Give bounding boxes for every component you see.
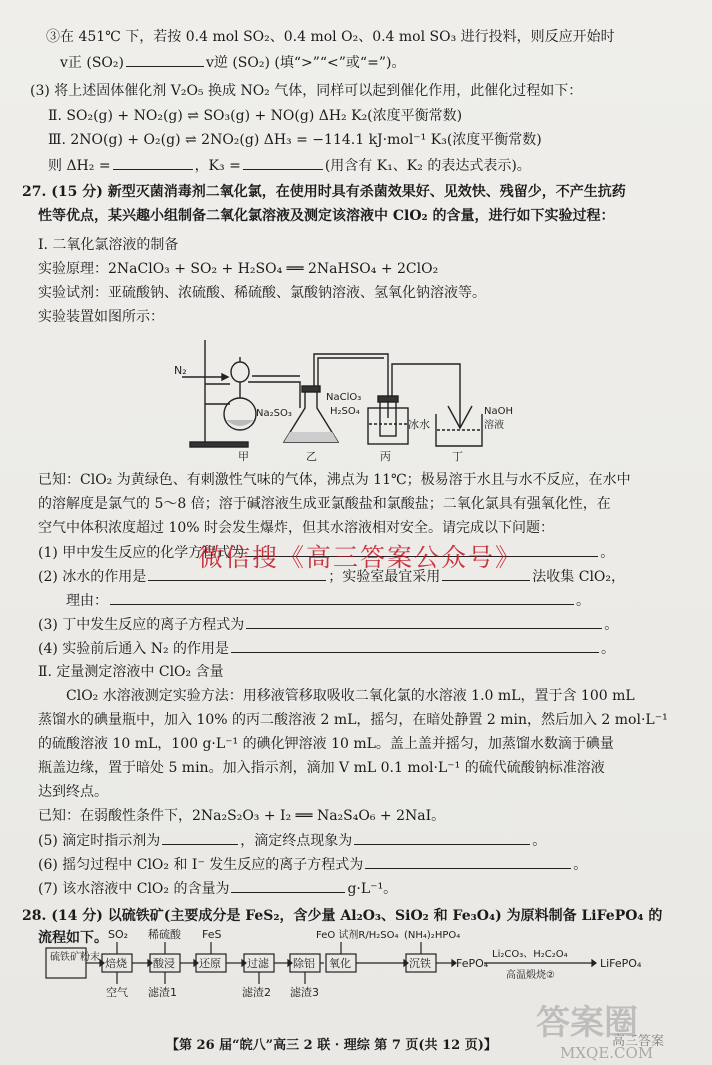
section-heading: Ⅰ. 二氧化氯溶液的制备 [38, 237, 179, 253]
naoh-solution-label: 溶液 [484, 420, 504, 431]
flow-product: LiFePO₄ [600, 957, 642, 970]
question-title: 27. (15 分) 新型灭菌消毒剂二氧化氯，在使用时具有杀菌效果好、见效快、残留少，不产生抗药 [22, 184, 626, 200]
corner-watermark-text: 高三答案 [612, 1034, 665, 1049]
method-line: 达到终点。 [38, 784, 108, 800]
ice-water-label: 冰水 [408, 418, 430, 431]
method-line: 的硫酸溶液 10 mL，100 g·L⁻¹ 的碘化钾溶液 10 mL。盖上盖并摇匀，加蒸馏水数滴于碘量 [38, 736, 614, 752]
flow-remove-al: 除铝 [293, 957, 315, 970]
corner-watermark-site: MXQE.COM [560, 1044, 654, 1062]
flow-filter: 过滤 [247, 957, 269, 970]
naclo3-label: NaClO₃ [326, 392, 362, 403]
subquestion-7: (7) 该水溶液中 ClO₂ 的含量为 g·L⁻¹。 [38, 878, 397, 899]
known-line: 已知：ClO₂ 为黄绿色、有刺激性气味的气体，沸点为 11℃；极易溶于水且与水不反应，在水中 [38, 472, 631, 488]
flow-acid-leach: 酸浸 [153, 957, 175, 970]
reagent-line: 实验试剂：亚硫酸钠、浓硫酸、稀硫酸、氯酸钠溶液、氢氧化钠溶液等。 [38, 285, 486, 301]
flow-dilute-acid: 稀硫酸 [148, 928, 181, 941]
section-heading: Ⅱ. 定量测定溶液中 ClO₂ 含量 [38, 664, 224, 680]
question-title: 28. (14 分) 以硫铁矿(主要成分是 FeS₂，含少量 Al₂O₃、SiO₂ 和 Fe₃O₄) 为原料制备 LiFePO₄ 的 [22, 908, 663, 924]
flow-condition: 高温煅烧② [506, 970, 555, 981]
flow-roast: 焙烧 [105, 957, 127, 970]
flow-fes: FeS [202, 928, 222, 941]
subquestion-3: (3) 丁中发生反应的离子方程式为 。 [38, 614, 618, 635]
equation-line: Ⅱ. SO₂(g) + NO₂(g) ⇌ SO₃(g) + NO(g) ΔH₂ K₂(浓度平衡常数) [48, 108, 463, 124]
wechat-watermark: 微信搜《高三答案公众号》 [198, 543, 523, 572]
label-bing: 丙 [380, 450, 391, 463]
question-line: 性等优点，某兴趣小组制备二氧化氯溶液及测定该溶液中 ClO₂ 的含量，进行如下实验过程： [38, 208, 615, 224]
subquestion-4: (4) 实验前后通入 N₂ 的作用是 。 [38, 638, 615, 659]
question-line: 流程如下。 [38, 930, 108, 946]
na2so3-label: Na₂SO₃ [256, 408, 292, 419]
subquestion-2: (2) 冰水的作用是 ；实验室最宜采用 法收集 ClO₂， [38, 566, 625, 587]
known-line: 已知：在弱酸性条件下，2Na₂S₂O₃ + I₂ ══ Na₂S₄O₆ + 2NaI。 [38, 808, 446, 824]
flow-reactants: Li₂CO₃、H₂C₂O₄ [492, 949, 568, 960]
subquestion-5: (5) 滴定时指示剂为 ，滴定终点现象为 。 [38, 830, 546, 851]
question-line: (3) 将上述固体催化剂 V₂O₅ 换成 NO₂ 气体，同样可以起到催化作用，此催化过程如下： [30, 83, 583, 99]
apparatus-caption: 实验装置如图所示： [38, 309, 164, 325]
apparatus-diagram [160, 332, 540, 464]
corner-watermark-logo: 答案圈 [536, 1003, 638, 1043]
flow-so2: SO₂ [108, 928, 129, 941]
subquestion-2-reason: 理由： 。 [66, 590, 590, 611]
label-jia: 甲 [238, 450, 249, 463]
method-line: 瓶盖边缘，置于暗处 5 min。加入指示剂，滴加 V mL 0.1 mol·L⁻¹ 的硫代硫酸钠标准溶液 [38, 760, 605, 776]
flow-air: 空气 [106, 986, 128, 999]
label-ding: 丁 [452, 450, 463, 463]
label-yi: 乙 [306, 450, 317, 463]
flow-reduce: 还原 [199, 957, 221, 970]
question-line: ③在 451℃ 下，若按 0.4 mol SO₂、0.4 mol O₂、0.4 mol SO₃ 进行投料，则反应开始时 [46, 29, 615, 45]
h2so4-label: H₂SO₄ [330, 406, 360, 417]
flow-precipitate: 沉铁 [409, 957, 431, 970]
flow-residue3: 滤渣3 [290, 986, 319, 999]
subquestion-1: (1) 甲中发生反应的化学方程式为 。 [38, 542, 614, 563]
equation-line: Ⅲ. 2NO(g) + O₂(g) ⇌ 2NO₂(g) ΔH₃ = −114.1 kJ·mol⁻¹ K₃(浓度平衡常数) [48, 132, 542, 148]
question-line: 则 ΔH₂ = ，K₃ = (用含有 K₁、K₂ 的表达式表示)。 [48, 155, 531, 176]
question-line: v正 (SO₂) v逆 (SO₂) (填“>”“<”或“=”)。 [60, 52, 405, 73]
flow-feo-reagent: FeO 试剂R/H₂SO₄ [316, 930, 399, 941]
flow-fepo4: FePO₄ [456, 957, 489, 970]
reaction-line: 实验原理：2NaClO₃ + SO₂ + H₂SO₄ ══ 2NaHSO₄ + 2ClO₂ [38, 261, 439, 277]
flow-residue2: 滤渣2 [242, 986, 271, 999]
flow-raw: 硫铁矿粉末 [50, 952, 100, 963]
known-line: 的溶解度是氯气的 5～8 倍；溶于碱溶液生成亚氯酸盐和氯酸盐；二氧化氯具有强氧化性，在 [38, 496, 611, 512]
naoh-label: NaOH [484, 406, 513, 417]
subquestion-6: (6) 摇匀过程中 ClO₂ 和 I⁻ 发生反应的离子方程式为 。 [38, 854, 587, 875]
method-line: 蒸馏水的碘量瓶中，加入 10% 的丙二酸溶液 2 mL，摇匀，在暗处静置 2 min，然后加入 2 mol·L⁻¹ [38, 712, 668, 728]
flow-residue1: 滤渣1 [148, 986, 177, 999]
flow-nh4-hpo4: (NH₄)₂HPO₄ [404, 930, 461, 941]
method-line: ClO₂ 水溶液测定实验方法：用移液管移取吸收二氧化氯的水溶液 1.0 mL，置于含 100 mL [66, 688, 635, 704]
flow-oxidize: 氧化 [329, 957, 351, 970]
n2-label: N₂ [174, 364, 187, 377]
known-line: 空气中体积浓度超过 10% 时会发生爆炸，但其水溶液相对安全。请完成以下问题： [38, 520, 555, 536]
page-footer: 【第 26 届“皖八”高三 2 联 · 理综 第 7 页(共 12 页)】 [166, 1038, 497, 1053]
